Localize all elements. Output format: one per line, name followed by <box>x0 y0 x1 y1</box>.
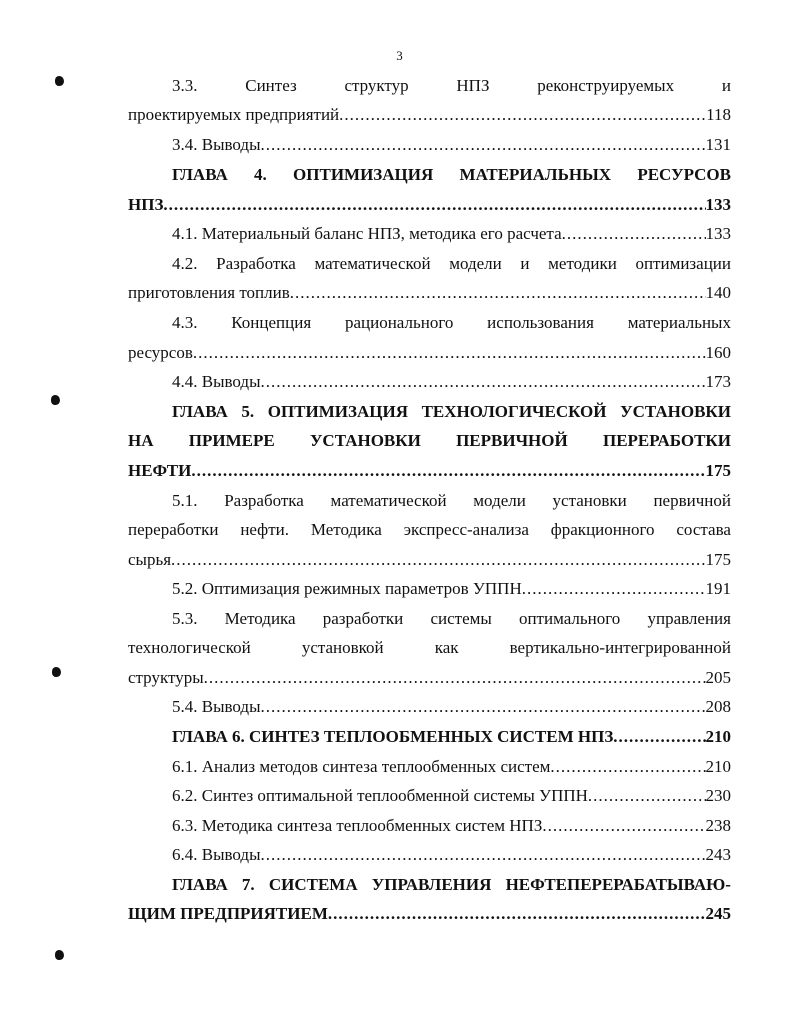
chapter-5-heading: ГЛАВА 5. ОПТИМИЗАЦИЯ ТЕХНОЛОГИЧЕСКОЙ УСТАНОВКИ <box>172 402 731 421</box>
toc-line-5-1-part3: сырья ..... 175 <box>128 548 731 572</box>
toc-line-4-1: 4.1. Материальный баланс НПЗ, методика его расчета ..... 133 <box>172 222 731 246</box>
page-ref: 210 <box>705 727 731 746</box>
toc-line-5-3-part2: технологической установкой как вертикально-интегрированной <box>128 638 731 657</box>
toc-line-5-2: 5.2. Оптимизация режимных параметров УППН ..... 191 <box>172 577 731 601</box>
binder-hole-mark <box>51 395 60 405</box>
toc-line-3-3-part2: проектируемых предприятий ..... 118 <box>128 103 731 127</box>
page-ref: 243 <box>705 845 731 864</box>
binder-hole-mark <box>55 76 64 86</box>
page-ref: 133 <box>705 195 731 214</box>
page-ref: 230 <box>705 786 731 805</box>
toc-line-6-4: 6.4. Выводы ..... 243 <box>172 843 731 867</box>
page-number: 3 <box>396 48 403 63</box>
page-ref: 175 <box>705 461 731 480</box>
page-ref: 160 <box>705 343 731 362</box>
page-ref: 191 <box>705 579 731 598</box>
page-ref: 173 <box>705 372 731 391</box>
page-ref: 133 <box>705 224 731 243</box>
toc-line-5-1-part2: переработки нефти. Методика экспресс-анализа фракционного состава <box>128 520 731 539</box>
chapter-5-heading-end: НЕФТИ ..... 175 <box>128 459 731 483</box>
toc-line-5-3-part1: 5.3. Методика разработки системы оптимального управления <box>172 609 731 628</box>
toc-line-3-4: 3.4. Выводы ..... 131 <box>172 133 731 157</box>
toc-line-5-4: 5.4. Выводы ..... 208 <box>172 695 731 719</box>
chapter-4-heading: ГЛАВА 4. ОПТИМИЗАЦИЯ МАТЕРИАЛЬНЫХ РЕСУРСОВ <box>172 165 731 184</box>
toc-line-5-1-part1: 5.1. Разработка математической модели установки первичной <box>172 491 731 510</box>
page-ref: 245 <box>705 904 731 923</box>
toc-line-3-3-part1: 3.3. Синтез структур НПЗ реконструируемых и <box>172 76 731 95</box>
page-ref: 140 <box>705 283 731 302</box>
page-ref: 210 <box>705 757 731 776</box>
chapter-4-heading-end: НПЗ ..... 133 <box>128 193 731 217</box>
toc-line-6-3: 6.3. Методика синтеза теплообменных систем НПЗ ..... 238 <box>172 814 731 838</box>
page-ref: 175 <box>705 550 731 569</box>
toc-line-6-1: 6.1. Анализ методов синтеза теплообменных систем ..... 210 <box>172 755 731 779</box>
chapter-5-heading-cont: НА ПРИМЕРЕ УСТАНОВКИ ПЕРВИЧНОЙ ПЕРЕРАБОТКИ <box>128 431 731 450</box>
toc-line-4-2-part1: 4.2. Разработка математической модели и методики оптимизации <box>172 254 731 273</box>
chapter-7-heading: ГЛАВА 7. СИСТЕМА УПРАВЛЕНИЯ НЕФТЕПЕРЕРАБАТЫВАЮ- <box>172 875 731 894</box>
page-ref: 208 <box>705 697 731 716</box>
toc-line-6-2: 6.2. Синтез оптимальной теплообменной системы УППН ..... 230 <box>172 784 731 808</box>
page-ref: 118 <box>706 105 731 124</box>
binder-hole-mark <box>55 950 64 960</box>
binder-hole-mark <box>52 667 61 677</box>
page-ref: 131 <box>705 135 731 154</box>
toc-line-4-3-part2: ресурсов ..... 160 <box>128 341 731 365</box>
chapter-7-heading-end: ЩИМ ПРЕДПРИЯТИЕМ ..... 245 <box>128 902 731 926</box>
toc-line-4-3-part1: 4.3. Концепция рационального использования материальных <box>172 313 731 332</box>
page-ref: 205 <box>705 668 731 687</box>
page-ref: 238 <box>705 816 731 835</box>
toc-line-5-3-part3: структуры ..... 205 <box>128 666 731 690</box>
chapter-6-heading: ГЛАВА 6. СИНТЕЗ ТЕПЛООБМЕННЫХ СИСТЕМ НПЗ ..... 210 <box>172 725 731 749</box>
toc-line-4-2-part2: приготовления топлив ..... 140 <box>128 281 731 305</box>
toc-line-4-4: 4.4. Выводы ..... 173 <box>172 370 731 394</box>
